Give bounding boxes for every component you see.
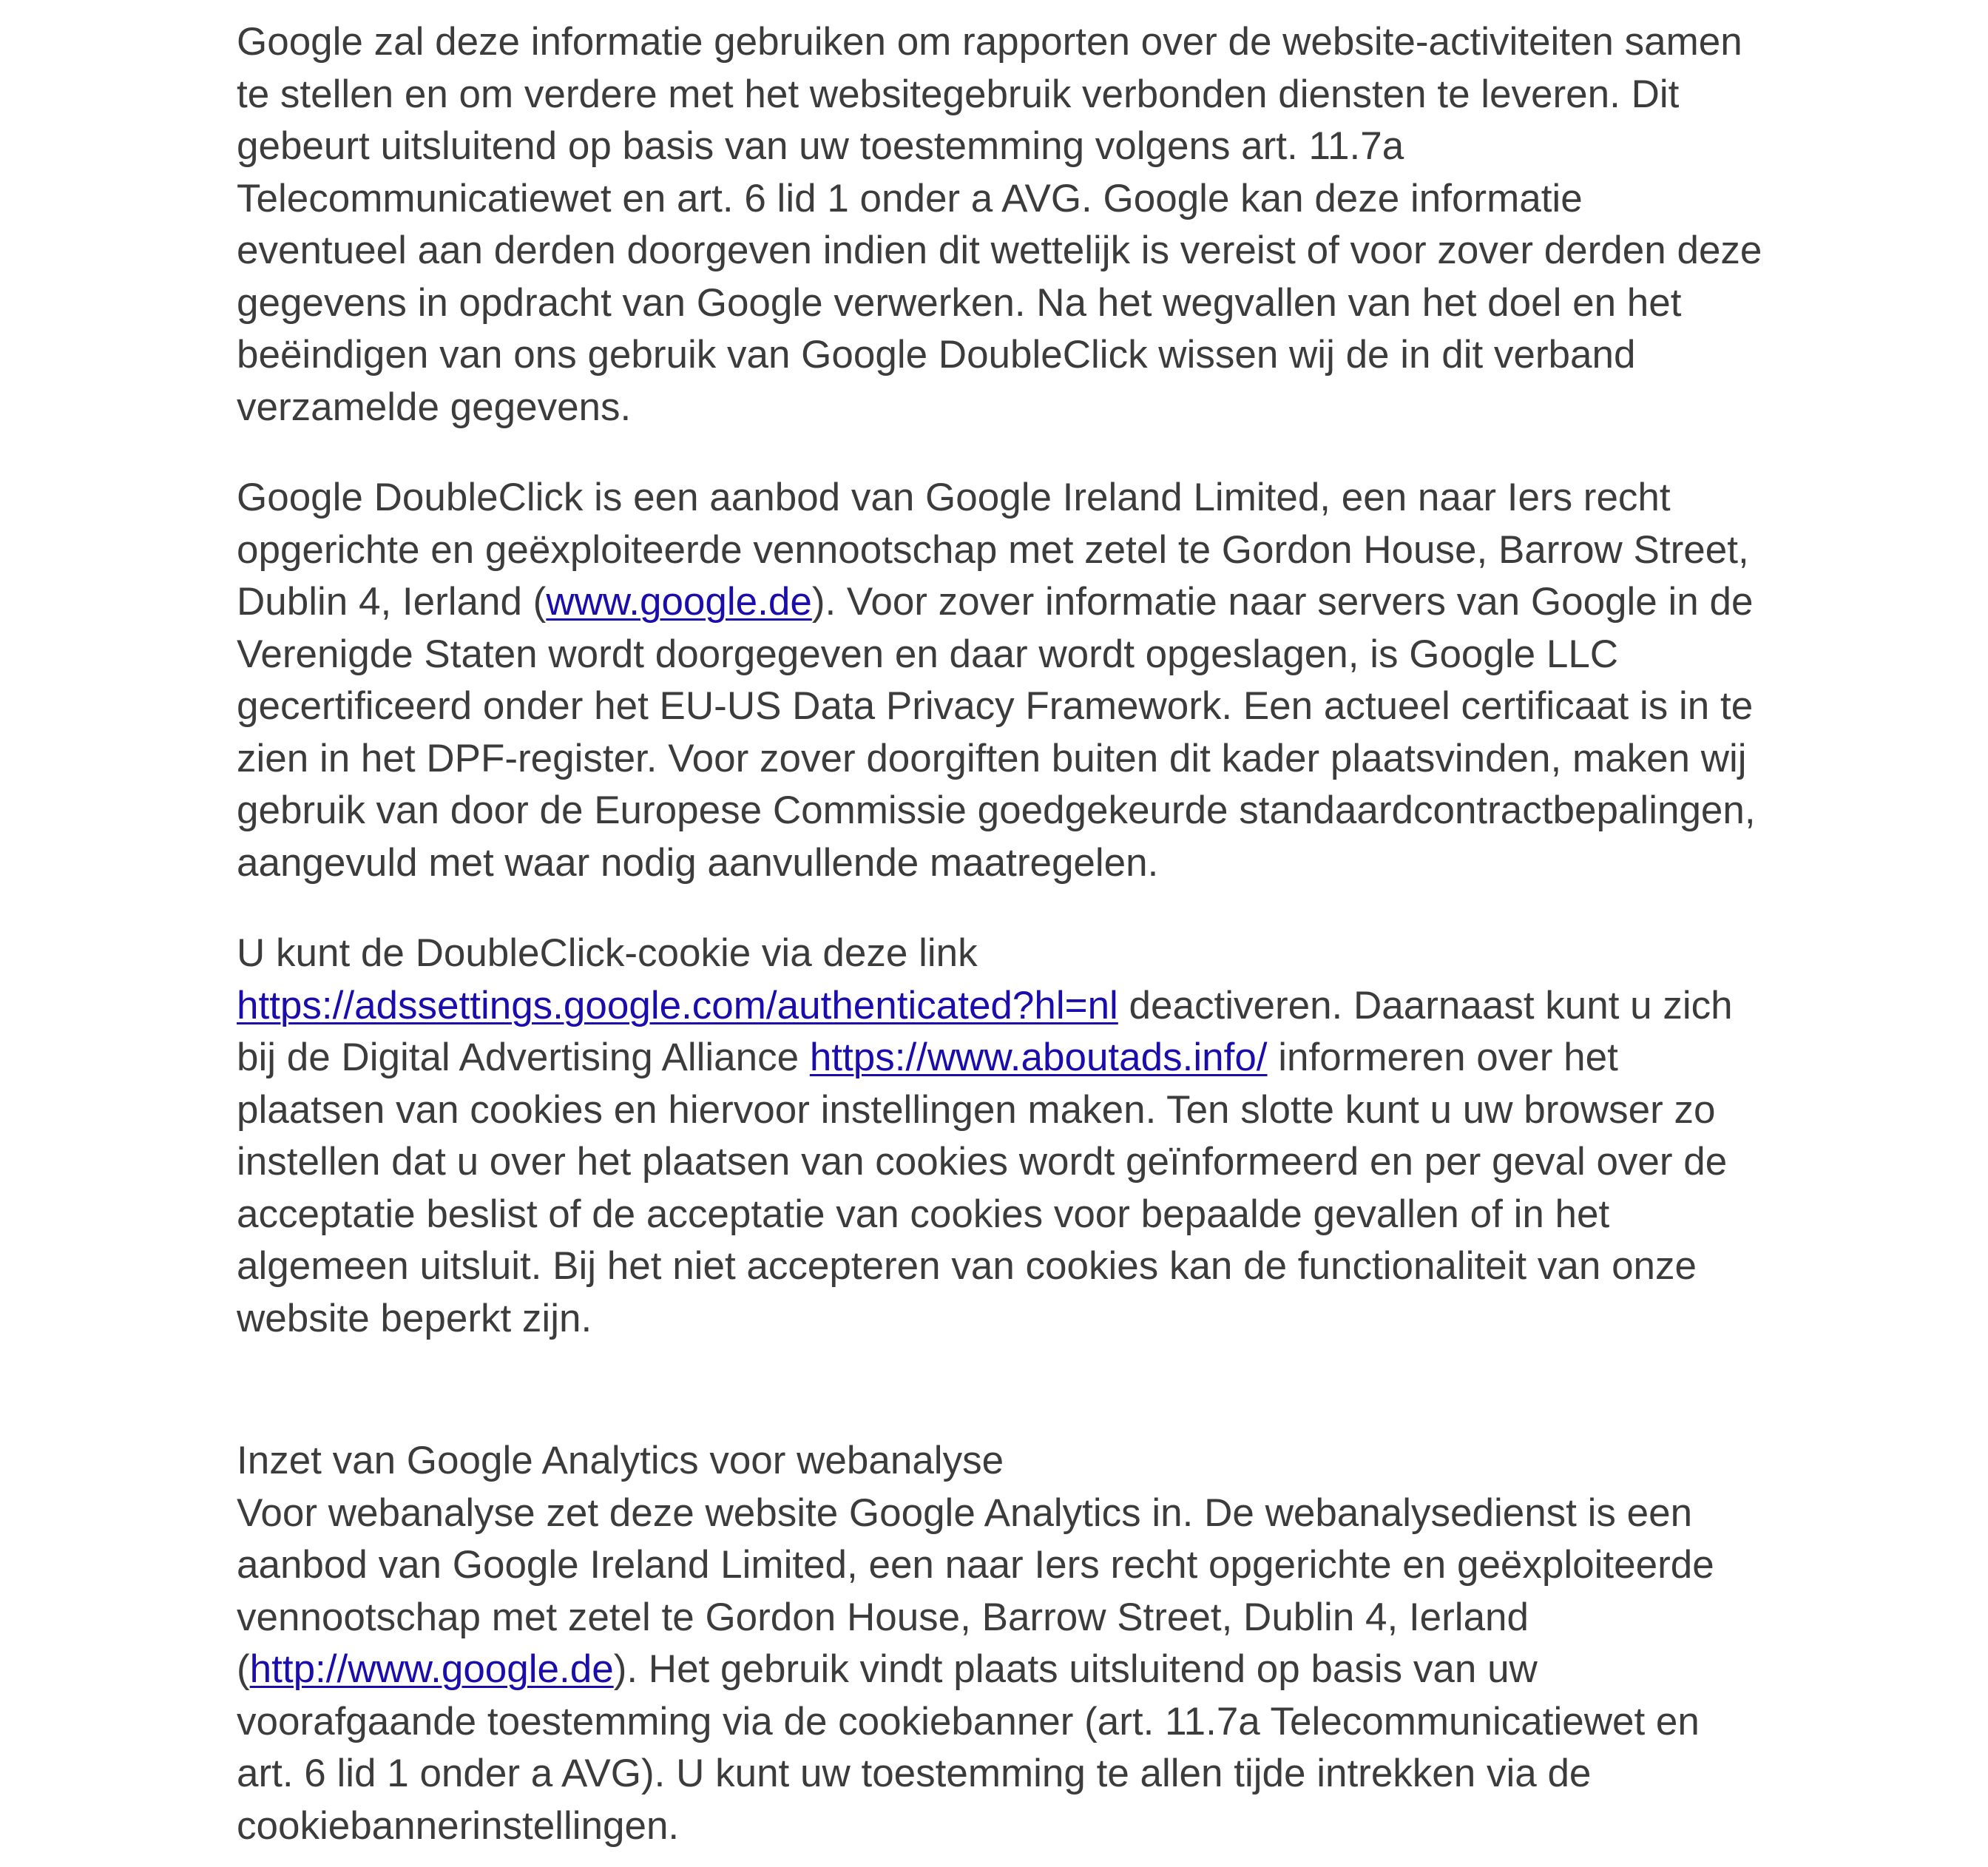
paragraph-text: ). Het gebruik vindt plaats uitsluitend op basis van uw voorafgaande toestemming via de cookiebanner (art. 11.7a Telecommunicatiewet en art. 6 lid 1 onder a AVG). U kunt uw toestemming te allen tijde intrekken via de cookiebannerinstellingen. [237,1647,1700,1848]
paragraph-text: informeren over het plaatsen van cookies en hiervoor instellingen maken. Ten slotte kunt u uw browser zo instellen dat u over het plaatsen van cookies wordt geïnformeerd en per geval over de acceptatie beslist of de acceptatie van cookies voor bepaalde gevallen of in het algemeen uitsluit. Bij het niet accepteren van cookies kan de functionaliteit van onze website beperkt zijn. [237,1036,1728,1340]
paragraph-doubleclick-optout [237,928,1790,1345]
paragraph-doubleclick-provider [237,472,1790,889]
privacy-document [237,16,1790,1852]
aboutads-link[interactable]: https://www.aboutads.info/ [809,1036,1268,1079]
section-heading: Inzet van Google Analytics voor webanalyse [237,1439,1004,1482]
paragraph-text: U kunt de DoubleClick-cookie via deze link [237,931,978,975]
paragraph-doubleclick-usage: Google zal deze informatie gebruiken om rapporten over de website-activiteiten samen te stellen en om verdere met het websitegebruik verbonden diensten te leveren. Dit gebeurt uitsluitend op basis van uw toestemming volgens art. 11.7a Telecommunicatiewet en art. 6 lid 1 onder a AVG. Google kan deze informatie eventueel aan derden doorgeven indien dit wettelijk is vereist of voor zover derden deze gegevens in opdracht van Google verwerken. Na het wegvallen van het doel en het beëindigen van ons gebruik van Google DoubleClick wissen wij de in dit verband verzamelde gegevens. [237,20,1762,429]
paragraph-text: ). Voor zover informatie naar servers van Google in de Verenigde Staten wordt doorgegeven en daar wordt opgeslagen, is Google LLC gecertificeerd onder het EU-US Data Privacy Framework. Een actueel certificaat is in te zien in het DPF-register. Voor zover doorgiften buiten dit kader plaatsvinden, maken wij gebruik van door de Europese Commissie goedgekeurde standaardcontractbepalingen, aangevuld met waar nodig aanvullende maatregelen. [237,580,1756,885]
paragraph-text: deactiveren. Daarnaast kunt u zich bij de Digital Advertising Alliance [237,983,1733,1079]
paragraph-text: Google DoubleClick is een aanbod van Google Ireland Limited, een naar Iers recht opgerichte en geëxploiteerde vennootschap met zetel te Gordon House, Barrow Street, Dublin 4, Ierland ( [237,476,1749,624]
section-google-analytics [237,1435,1790,1852]
paragraph-spacer [237,889,1790,928]
google-de-http-link[interactable]: http://www.google.de [249,1647,614,1691]
google-de-link[interactable]: www.google.de [546,580,812,624]
paragraph-spacer [237,433,1790,472]
section-spacer [237,1345,1790,1435]
paragraph-text: Voor webanalyse zet deze website Google Analytics in. De webanalysedienst is een aanbod van Google Ireland Limited, een naar Iers recht opgerichte en geëxploiteerde vennootschap met zetel te Gordon House, Barrow Street, Dublin 4, Ierland ( [237,1490,1714,1691]
adssettings-link[interactable]: https://adssettings.google.com/authenticated?hl=nl [237,983,1118,1027]
